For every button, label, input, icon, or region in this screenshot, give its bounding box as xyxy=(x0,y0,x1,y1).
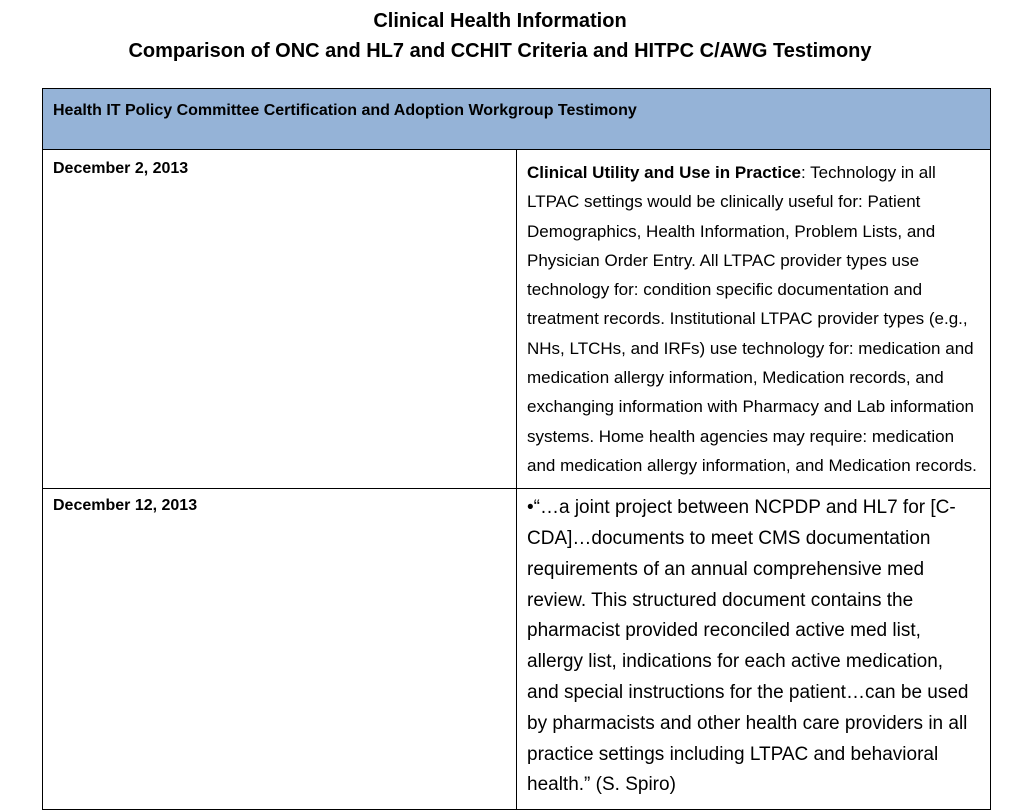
testimony-cell xyxy=(517,489,991,810)
table-header-row xyxy=(43,89,991,150)
testimony-table xyxy=(42,88,991,810)
testimony-cell xyxy=(517,150,991,489)
testimony-text: : Technology in all LTPAC settings would be clinically useful for: Patient Demographics, Health Information, Problem Lists, and Physician Order Entry. All LTPAC provider types use technology for: condition specific documentation and treatment records. Institutional LTPAC provider types (e.g., NHs, LTCHs, and IRFs) use technology for: medication and medication allergy information, Medication records, and exchanging information with Pharmacy and Lab information systems. Home health agencies may require: medication and medication allergy information, and Medication records. xyxy=(527,163,977,475)
testimony-text: •“…a joint project between NCPDP and HL7 for [C-CDA]…documents to meet CMS documentation requirements of an annual comprehensive med review. This structured document contains the pharmacist provided reconciled active med list, allergy list, indications for each active medication, and special instructions for the patient…can be used by pharmacists and other health care providers in all practice settings including LTPAC and behavioral health.” (S. Spiro) xyxy=(527,497,969,796)
title-line-2: Comparison of ONC and HL7 and CCHIT Criteria and HITPC C/AWG Testimony xyxy=(128,40,872,62)
date-cell: December 12, 2013 xyxy=(43,489,517,810)
testimony-lead: Clinical Utility and Use in Practice xyxy=(527,163,801,182)
slide-title xyxy=(0,6,1000,66)
table-header: Health IT Policy Committee Certification and Adoption Workgroup Testimony xyxy=(43,89,991,150)
date-cell: December 2, 2013 xyxy=(43,150,517,489)
table-row xyxy=(43,150,991,489)
title-line-1: Clinical Health Information xyxy=(373,10,627,32)
table-row xyxy=(43,489,991,810)
